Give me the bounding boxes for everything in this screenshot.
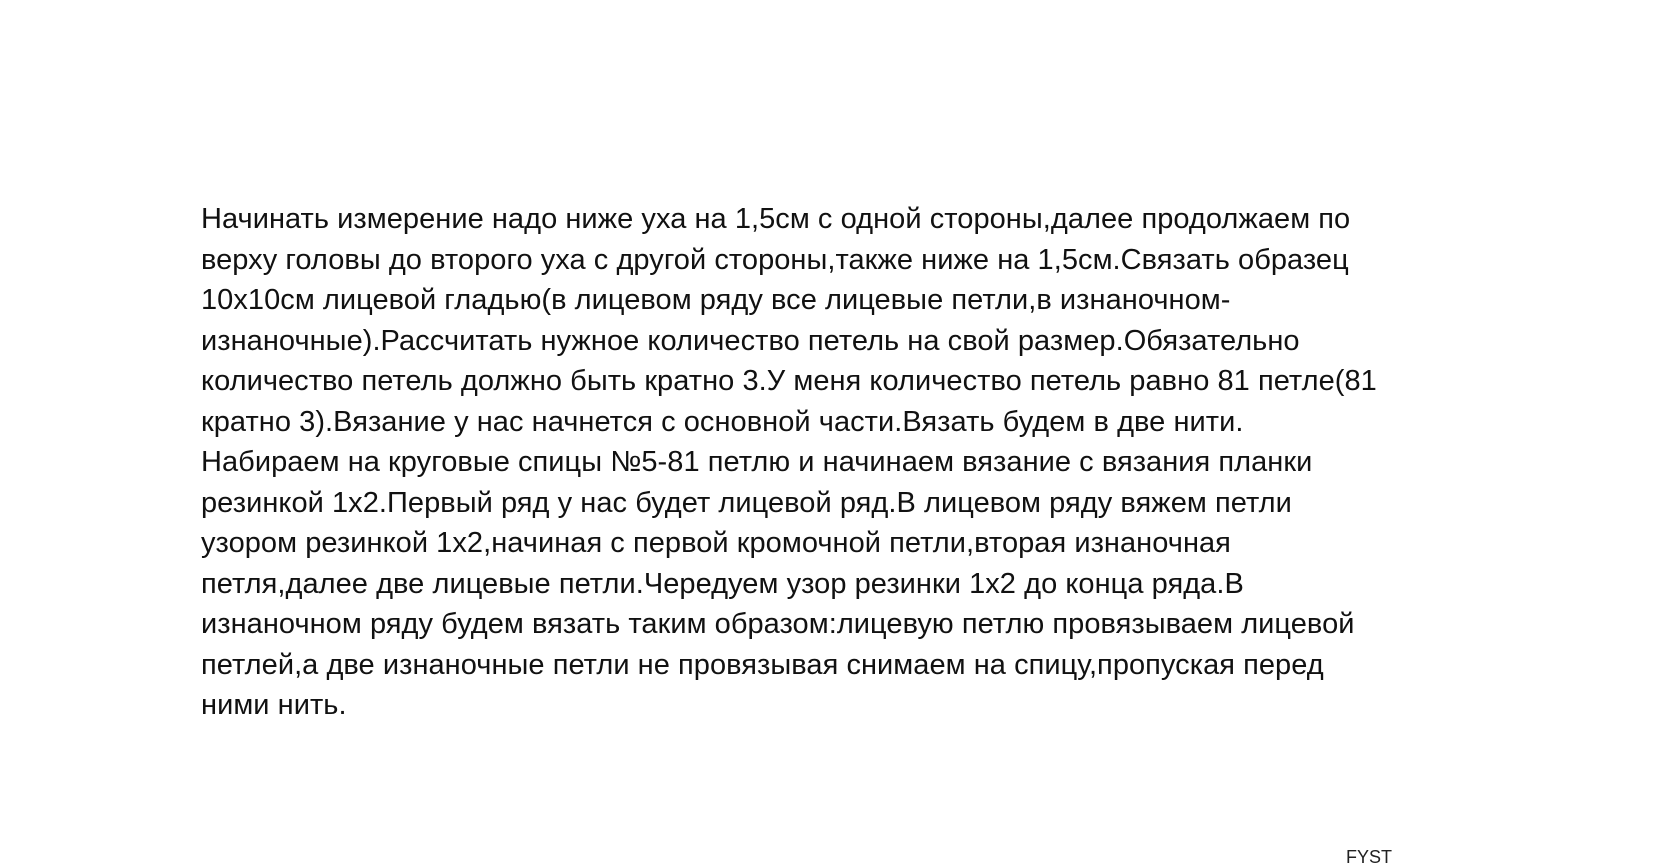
paragraph-line: изнаночном ряду будем вязать таким образом:лицевую петлю провязываем лицевой <box>201 608 1355 640</box>
paragraph-line: кратно 3).Вязание у нас начнется с основной части.Вязать будем в две нити. <box>201 405 1244 438</box>
paragraph-line: 10х10см лицевой гладью(в лицевом ряду все лицевые петли,в изнаночном- <box>201 284 1231 316</box>
paragraph-line: петля,далее две лицевые петли.Чередуем узор резинки 1х2 до конца ряда.В <box>201 567 1244 600</box>
paragraph-line: Набираем на круговые спицы №5-81 петлю и начинаем вязание с вязания планки <box>201 446 1313 478</box>
footer-mark: FYST <box>1346 847 1393 867</box>
paragraph-line: изнаночные).Рассчитать нужное количество петель на свой размер.Обязательно <box>201 324 1300 357</box>
paragraph-line: резинкой 1х2.Первый ряд у нас будет лицевой ряд.В лицевом ряду вяжем петли <box>201 486 1292 519</box>
paragraph-line: верху головы до второго уха с другой стороны,также ниже на 1,5см.Связать образец <box>201 243 1349 276</box>
paragraph-line: узором резинкой 1х2,начиная с первой кромочной петли,вторая изнаночная <box>201 527 1231 559</box>
paragraph-line: петлей,а две изнаночные петли не провязывая снимаем на спицу,пропуская перед <box>201 648 1324 681</box>
paragraph-line: количество петель должно быть кратно 3.У меня количество петель равно 81 петле(81 <box>201 365 1377 397</box>
paragraph-line: ними нить. <box>201 689 347 721</box>
paragraph-line: Начинать измерение надо ниже уха на 1,5см с одной стороны,далее продолжаем по <box>201 203 1351 235</box>
body-paragraph <box>201 199 1501 726</box>
